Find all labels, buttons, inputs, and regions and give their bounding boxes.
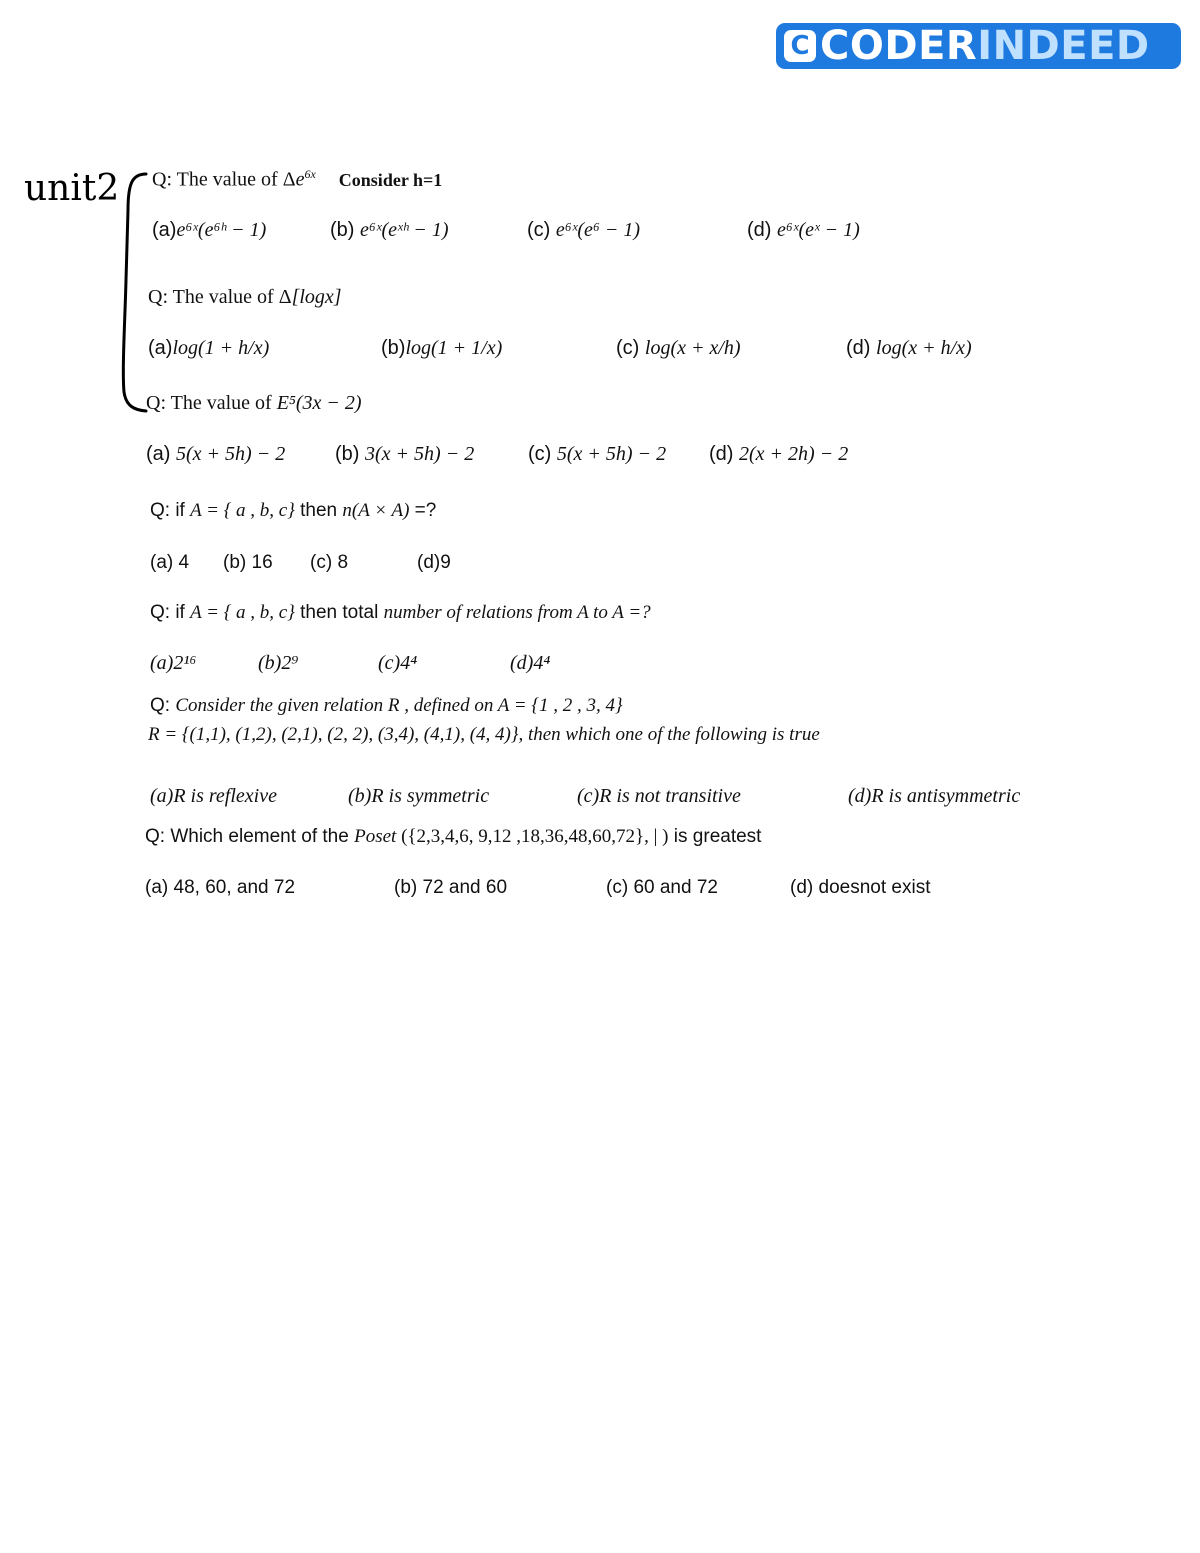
q6-prefix: Q: xyxy=(150,695,176,716)
q4-suffix: =? xyxy=(409,500,437,521)
q7-option-a: (a) 48, 60, and 72 xyxy=(145,877,296,898)
q6-option-a: (a)R is reflexive xyxy=(150,785,277,807)
q1-base: e xyxy=(295,168,305,191)
q1-option-d: (d) e⁶ˣ(eˣ − 1) xyxy=(747,219,860,241)
q2-option-b: (b)log(1 + 1/x) xyxy=(381,337,503,359)
question-2 xyxy=(148,286,342,309)
logo-wordmark xyxy=(820,23,1150,69)
q4-set: A = { a , b, c} xyxy=(190,500,295,521)
question-4 xyxy=(150,500,436,522)
q1-note: Consider h=1 xyxy=(338,169,443,190)
question-1 xyxy=(152,167,442,192)
q6-line-1-text: Consider the given relation R , defined on A = {1 , 2 , 3, 4} xyxy=(175,695,623,716)
q3-option-a: (a) 5(x + 5h) − 2 xyxy=(146,443,286,465)
q5-expr: number of relations from A to A =? xyxy=(383,602,651,623)
q4-mid: then xyxy=(294,500,343,521)
margin-note-unit: unit2 xyxy=(24,168,120,209)
question-3 xyxy=(146,392,362,415)
q7-poset: Poset xyxy=(354,826,397,847)
q5-option-b: (b)2⁹ xyxy=(258,652,299,674)
q1-exp: 6x xyxy=(304,167,316,181)
q6-option-d: (d)R is antisymmetric xyxy=(848,785,1021,807)
q7-option-b: (b) 72 and 60 xyxy=(394,877,508,898)
q6-option-b: (b)R is symmetric xyxy=(348,785,490,807)
q5-option-c: (c)4⁴ xyxy=(378,652,418,674)
q4-option-a: (a) 4 xyxy=(150,552,190,573)
q7-set: ({2,3,4,6, 9,12 ,18,36,48,60,72}, | ) xyxy=(396,826,669,847)
q5-option-d: (d)4⁴ xyxy=(510,652,551,674)
q5-prefix: Q: if xyxy=(150,602,191,623)
question-6-line-1 xyxy=(150,695,623,717)
q7-option-d: (d) doesnot exist xyxy=(790,877,931,898)
coderindeed-logo xyxy=(776,23,1181,69)
q6-option-c: (c)R is not transitive xyxy=(577,785,741,807)
q2-expr: [logx] xyxy=(291,286,342,308)
q1-prefix: Q: The value of Δ xyxy=(152,168,296,191)
logo-mark-icon: C xyxy=(784,30,816,62)
question-6-line-2: R = {(1,1), (1,2), (2,1), (2, 2), (3,4), (4,1), (4, 4)}, then which one of the following is true xyxy=(148,724,820,745)
q1-option-c: (c) e⁶ˣ(e⁶ − 1) xyxy=(527,219,641,241)
question-5 xyxy=(150,602,651,624)
q7-prefix: Q: Which element of the xyxy=(145,826,355,847)
q2-option-c: (c) log(x + x/h) xyxy=(616,337,741,359)
q4-option-d: (d)9 xyxy=(417,552,451,573)
logo-word-a: CODER xyxy=(820,23,978,69)
q2-option-a: (a)log(1 + h/x) xyxy=(148,337,270,359)
q1-option-a: (a)e⁶ˣ(e⁶ʰ − 1) xyxy=(152,219,267,241)
q3-option-b: (b) 3(x + 5h) − 2 xyxy=(335,443,475,465)
q4-expr: n(A × A) xyxy=(342,500,410,521)
q4-prefix: Q: if xyxy=(150,500,191,521)
question-7 xyxy=(145,826,761,848)
logo-word-b: INDEED xyxy=(977,23,1150,69)
q5-set: A = { a , b, c} xyxy=(190,602,295,623)
q3-expr: E⁵(3x − 2) xyxy=(276,392,362,414)
q3-option-c: (c) 5(x + 5h) − 2 xyxy=(528,443,667,465)
q5-mid: then total xyxy=(294,602,384,623)
q5-option-a: (a)2¹⁶ xyxy=(150,652,197,674)
handwritten-brace-icon xyxy=(116,170,150,415)
q4-option-c: (c) 8 xyxy=(310,552,349,573)
q1-option-b: (b) e⁶ˣ(eˣʰ − 1) xyxy=(330,219,449,241)
q3-prefix: Q: The value of xyxy=(146,392,277,414)
q7-suffix: is greatest xyxy=(668,826,762,847)
q7-option-c: (c) 60 and 72 xyxy=(606,877,718,898)
q4-option-b: (b) 16 xyxy=(223,552,273,573)
q2-option-d: (d) log(x + h/x) xyxy=(846,337,972,359)
q2-prefix: Q: The value of Δ xyxy=(148,286,292,308)
q3-option-d: (d) 2(x + 2h) − 2 xyxy=(709,443,849,465)
